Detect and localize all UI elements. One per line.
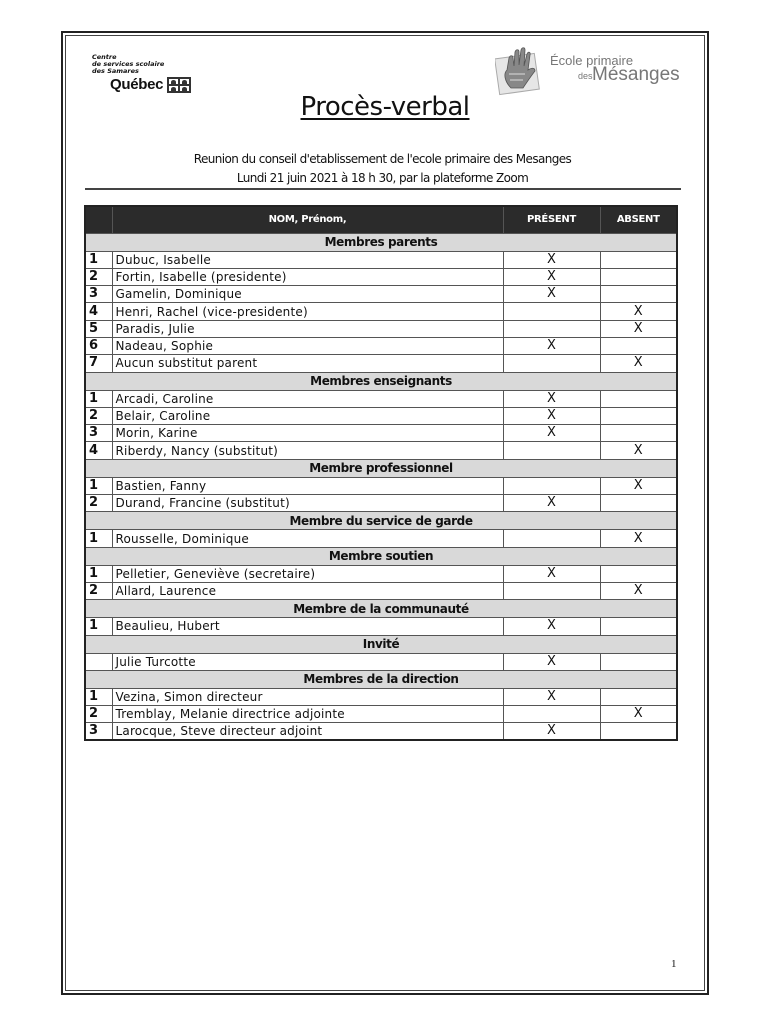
member-name: Aucun substitut parent — [112, 355, 503, 372]
section-header-row — [85, 512, 677, 530]
quebec-flag-icon — [167, 77, 191, 93]
absent-mark — [600, 653, 677, 670]
present-mark — [503, 706, 600, 723]
table-row — [85, 286, 677, 303]
section-header-row — [85, 635, 677, 653]
title-divider — [85, 188, 681, 190]
school-logo — [495, 44, 685, 96]
member-name: Allard, Laurence — [112, 582, 503, 599]
absent-mark: X — [600, 442, 677, 459]
section-title: Membres parents — [85, 233, 677, 251]
member-number: 3 — [85, 425, 112, 442]
table-row — [85, 337, 677, 354]
member-number: 4 — [85, 442, 112, 459]
present-mark: X — [503, 286, 600, 303]
member-name: Gamelin, Dominique — [112, 286, 503, 303]
absent-mark — [600, 618, 677, 635]
member-name: Bastien, Fanny — [112, 477, 503, 494]
school-des: des — [578, 71, 593, 81]
table-row — [85, 582, 677, 599]
section-header-row — [85, 459, 677, 477]
present-mark — [503, 355, 600, 372]
present-mark: X — [503, 425, 600, 442]
absent-mark — [600, 390, 677, 407]
present-mark: X — [503, 653, 600, 670]
table-row — [85, 442, 677, 459]
absent-mark — [600, 407, 677, 424]
absent-mark: X — [600, 303, 677, 320]
member-number: 1 — [85, 251, 112, 268]
section-header-row — [85, 600, 677, 618]
document-title: Procès-verbal — [300, 92, 470, 122]
absent-mark — [600, 251, 677, 268]
table-row — [85, 268, 677, 285]
present-mark — [503, 582, 600, 599]
org-name-line1: Centre — [92, 53, 117, 61]
member-name: Riberdy, Nancy (substitut) — [112, 442, 503, 459]
member-number: 1 — [85, 390, 112, 407]
absent-mark: X — [600, 582, 677, 599]
member-name: Rousselle, Dominique — [112, 530, 503, 547]
table-row — [85, 618, 677, 635]
absent-mark — [600, 688, 677, 705]
member-number: 1 — [85, 565, 112, 582]
member-number: 2 — [85, 582, 112, 599]
table-row — [85, 320, 677, 337]
member-number: 7 — [85, 355, 112, 372]
member-name: Pelletier, Geneviève (secretaire) — [112, 565, 503, 582]
org-name-line3: des Samares — [92, 67, 139, 75]
member-name: Dubuc, Isabelle — [112, 251, 503, 268]
header-present: PRÉSENT — [503, 206, 600, 233]
absent-mark: X — [600, 706, 677, 723]
present-mark — [503, 303, 600, 320]
member-number — [85, 653, 112, 670]
member-name: Arcadi, Caroline — [112, 390, 503, 407]
section-header-row — [85, 670, 677, 688]
member-number: 1 — [85, 477, 112, 494]
member-name: Beaulieu, Hubert — [112, 618, 503, 635]
member-name: Paradis, Julie — [112, 320, 503, 337]
page-number: 1 — [671, 958, 677, 970]
absent-mark — [600, 286, 677, 303]
present-mark: X — [503, 251, 600, 268]
member-name: Larocque, Steve directeur adjoint — [112, 723, 503, 741]
table-row — [85, 723, 677, 741]
member-number: 3 — [85, 286, 112, 303]
table-row — [85, 355, 677, 372]
attendance-table — [84, 205, 678, 741]
table-row — [85, 565, 677, 582]
absent-mark — [600, 723, 677, 741]
member-name: Julie Turcotte — [112, 653, 503, 670]
section-title: Membres enseignants — [85, 372, 677, 390]
absent-mark — [600, 337, 677, 354]
section-title: Membre professionnel — [85, 459, 677, 477]
member-name: Tremblay, Melanie directrice adjointe — [112, 706, 503, 723]
meeting-description: Reunion du conseil d'etablissement de l'ecole primaire des Mesanges — [193, 152, 572, 166]
table-row — [85, 390, 677, 407]
member-number: 2 — [85, 706, 112, 723]
org-name-line2: de services scolaire — [92, 60, 165, 68]
section-header-row — [85, 547, 677, 565]
present-mark — [503, 442, 600, 459]
member-name: Fortin, Isabelle (presidente) — [112, 268, 503, 285]
member-number: 1 — [85, 688, 112, 705]
school-name: Mésanges — [592, 64, 680, 85]
table-row — [85, 407, 677, 424]
absent-mark — [600, 425, 677, 442]
present-mark — [503, 477, 600, 494]
table-row — [85, 688, 677, 705]
member-name: Nadeau, Sophie — [112, 337, 503, 354]
table-row — [85, 530, 677, 547]
member-number: 3 — [85, 723, 112, 741]
member-number: 1 — [85, 530, 112, 547]
absent-mark: X — [600, 530, 677, 547]
section-title: Membre soutien — [85, 547, 677, 565]
table-row — [85, 653, 677, 670]
present-mark: X — [503, 268, 600, 285]
quebec-wordmark — [110, 76, 191, 93]
present-mark: X — [503, 688, 600, 705]
present-mark: X — [503, 565, 600, 582]
section-title: Membres de la direction — [85, 670, 677, 688]
member-number: 6 — [85, 337, 112, 354]
absent-mark — [600, 495, 677, 512]
absent-mark: X — [600, 477, 677, 494]
handprint-icon — [495, 44, 549, 96]
section-title: Membre du service de garde — [85, 512, 677, 530]
table-row — [85, 495, 677, 512]
present-mark — [503, 320, 600, 337]
member-name: Morin, Karine — [112, 425, 503, 442]
member-name: Belair, Caroline — [112, 407, 503, 424]
member-name: Durand, Francine (substitut) — [112, 495, 503, 512]
present-mark: X — [503, 723, 600, 741]
section-header-row — [85, 233, 677, 251]
section-title: Membre de la communauté — [85, 600, 677, 618]
header-number — [85, 206, 112, 233]
member-number: 2 — [85, 407, 112, 424]
section-header-row — [85, 372, 677, 390]
present-mark: X — [503, 495, 600, 512]
member-number: 5 — [85, 320, 112, 337]
table-row — [85, 303, 677, 320]
attendance-body — [85, 233, 677, 740]
member-number: 2 — [85, 495, 112, 512]
meeting-date: Lundi 21 juin 2021 à 18 h 30, par la plateforme Zoom — [236, 171, 529, 185]
cssamares-logo — [92, 54, 207, 94]
school-type: École primaire — [550, 53, 634, 68]
member-number: 4 — [85, 303, 112, 320]
present-mark: X — [503, 390, 600, 407]
section-title: Invité — [85, 635, 677, 653]
absent-mark — [600, 565, 677, 582]
table-row — [85, 251, 677, 268]
member-number: 1 — [85, 618, 112, 635]
absent-mark: X — [600, 320, 677, 337]
table-row — [85, 706, 677, 723]
header-absent: ABSENT — [600, 206, 677, 233]
present-mark: X — [503, 337, 600, 354]
member-name: Vezina, Simon directeur — [112, 688, 503, 705]
table-row — [85, 477, 677, 494]
absent-mark — [600, 268, 677, 285]
table-row — [85, 425, 677, 442]
header-name: NOM, Prénom, — [112, 206, 503, 233]
member-number: 2 — [85, 268, 112, 285]
present-mark: X — [503, 407, 600, 424]
table-header-row — [85, 206, 677, 233]
present-mark: X — [503, 618, 600, 635]
absent-mark: X — [600, 355, 677, 372]
quebec-text: Québec — [110, 76, 164, 93]
present-mark — [503, 530, 600, 547]
member-name: Henri, Rachel (vice-presidente) — [112, 303, 503, 320]
